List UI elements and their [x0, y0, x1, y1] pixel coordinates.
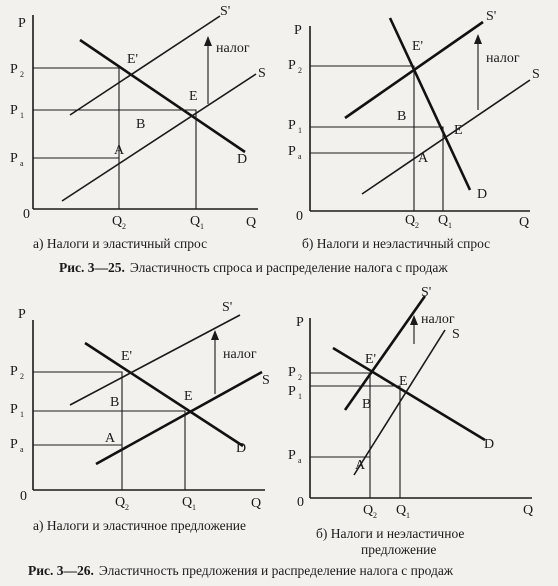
a-label: A: [418, 151, 429, 166]
supply-after-tax-curve: [345, 296, 425, 410]
q1-label: Q: [438, 213, 449, 228]
q2-subscript: 2: [415, 221, 419, 230]
q2-label: Q: [112, 214, 123, 229]
p2-label: P: [288, 365, 296, 380]
b-label: B: [362, 397, 372, 412]
origin-label: 0: [296, 209, 303, 224]
pa-subscript: a: [298, 456, 302, 465]
q1-label: Q: [182, 495, 193, 510]
figure-25-title: Эластичность спроса и распределение налога с продаж: [129, 260, 448, 275]
tax-arrow-head: [474, 34, 482, 44]
guide-p1-q1: [310, 386, 400, 498]
p1-subscript: 1: [20, 111, 24, 120]
figure-25-caption: [59, 260, 448, 275]
pa-label: P: [288, 448, 296, 463]
pa-subscript: a: [298, 152, 302, 161]
q2-subscript: 2: [122, 222, 126, 231]
s-label: S: [262, 373, 270, 388]
origin-label: 0: [297, 495, 304, 510]
p1-subscript: 1: [20, 410, 24, 419]
b-label: B: [110, 395, 120, 410]
p2-label: P: [10, 62, 18, 77]
origin-label: 0: [23, 207, 30, 222]
p-axis-label: P: [296, 315, 304, 330]
e-label: E: [399, 374, 408, 389]
e-label: E: [189, 89, 198, 104]
figure-25-number: Рис. 3—25.: [59, 260, 125, 275]
e-prime-label: E': [365, 352, 377, 367]
p1-subscript: 1: [298, 392, 302, 401]
guide-p1-q1: [310, 127, 443, 211]
q1-subscript: 1: [192, 503, 196, 512]
p2-subscript: 2: [298, 373, 302, 382]
demand-curve: [390, 18, 470, 190]
tax-label: налог: [216, 41, 250, 56]
caption-panel-a-supply: а) Налоги и эластичное предложение: [33, 518, 247, 533]
panel-b-inelastic-supply: [288, 285, 533, 520]
origin-label: 0: [20, 489, 27, 504]
d-label: D: [484, 437, 495, 452]
q1-label: Q: [190, 214, 201, 229]
s-prime-label: S': [222, 300, 233, 315]
e-prime-label: E': [121, 349, 133, 364]
q-axis-label: Q: [246, 215, 257, 230]
guide-p2-q2: [310, 66, 414, 211]
pa-subscript: a: [20, 445, 24, 454]
q2-label: Q: [363, 503, 374, 518]
a-label: A: [105, 431, 116, 446]
e-prime-label: E': [127, 52, 139, 67]
p2-label: P: [288, 58, 296, 73]
q-axis-label: Q: [251, 496, 262, 511]
guide-p2-q2: [33, 68, 119, 209]
d-label: D: [237, 152, 248, 167]
p-axis-label: P: [18, 307, 26, 322]
guide-p1-q1: [33, 411, 185, 490]
d-label: D: [236, 441, 247, 456]
q1-label: Q: [396, 503, 407, 518]
tax-label: налог: [421, 312, 455, 327]
q-axis-label: Q: [519, 215, 530, 230]
pa-label: P: [288, 144, 296, 159]
guide-p2-q2: [310, 373, 370, 498]
q1-subscript: 1: [448, 221, 452, 230]
d-label: D: [477, 187, 488, 202]
p2-subscript: 2: [298, 66, 302, 75]
p2-label: P: [10, 364, 18, 379]
pa-label: P: [10, 437, 18, 452]
b-label: B: [397, 109, 407, 124]
caption-panel-b-demand: б) Налоги и неэластичный спрос: [302, 236, 491, 251]
s-label: S: [452, 327, 460, 342]
q2-subscript: 2: [373, 511, 377, 520]
p1-label: P: [10, 402, 18, 417]
s-prime-label: S': [421, 285, 432, 300]
tax-arrow-head: [204, 36, 212, 46]
figure-26-caption: [28, 563, 454, 578]
panel-a-elastic-supply: [10, 300, 270, 512]
p1-label: P: [288, 384, 296, 399]
tax-label: налог: [486, 51, 520, 66]
tax-label: налог: [223, 347, 257, 362]
pa-label: P: [10, 151, 18, 166]
s-prime-label: S': [220, 4, 231, 19]
tax-arrow-head: [211, 330, 219, 340]
p2-subscript: 2: [20, 70, 24, 79]
a-label: A: [114, 143, 125, 158]
p1-label: P: [10, 103, 18, 118]
p-axis-label: P: [294, 23, 302, 38]
p-axis-label: P: [18, 16, 26, 31]
s-label: S: [258, 66, 266, 81]
pa-subscript: a: [20, 159, 24, 168]
panel-a-elastic-demand: [10, 4, 266, 231]
p2-subscript: 2: [20, 372, 24, 381]
guide-p1-q1: [33, 110, 196, 209]
p1-subscript: 1: [298, 126, 302, 135]
q2-label: Q: [405, 213, 416, 228]
a-label: A: [355, 458, 366, 473]
q1-subscript: 1: [406, 511, 410, 520]
q2-label: Q: [115, 495, 126, 510]
p1-label: P: [288, 118, 296, 133]
e-label: E: [184, 389, 193, 404]
q1-subscript: 1: [200, 222, 204, 231]
panel-b-inelastic-demand: [288, 9, 540, 230]
b-label: B: [136, 117, 146, 132]
caption-panel-a-demand: а) Налоги и эластичный спрос: [33, 236, 208, 251]
e-prime-label: E': [412, 39, 424, 54]
supply-curve: [362, 80, 530, 194]
s-prime-label: S': [486, 9, 497, 24]
e-label: E: [454, 123, 463, 138]
q-axis-label: Q: [523, 503, 534, 518]
q2-subscript: 2: [125, 503, 129, 512]
s-label: S: [532, 67, 540, 82]
caption-panel-b-supply-line1: б) Налоги и неэластичное: [316, 526, 465, 541]
figure-26-number: Рис. 3—26.: [28, 563, 94, 578]
figure-26-title: Эластичность предложения и распределение налога с продаж: [98, 563, 454, 578]
caption-panel-b-supply-line2: предложение: [361, 542, 437, 557]
